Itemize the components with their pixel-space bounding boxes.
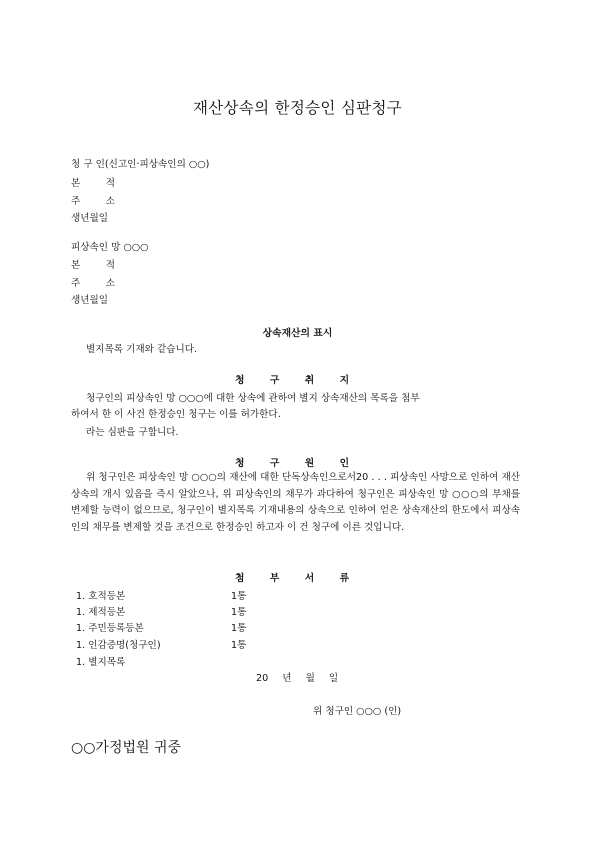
attachment-item-name: 1. 제적등본 (76, 607, 126, 618)
purpose-line-2: 하여서 한 이 사건 한정승인 청구는 이를 허가한다. (71, 409, 281, 420)
decedent-label: 피상속인 망 ○○○ (71, 242, 149, 253)
attachment-item-count: 1통 (231, 623, 247, 634)
property-text: 별지목록 기재와 같습니다. (86, 344, 198, 355)
claimant-label: 청 구 인(신고인·피상속인의 ○○) (71, 159, 210, 170)
date-line: 20 년 월 일 (256, 673, 339, 684)
purpose-heading: 청 구 취 지 (234, 375, 361, 386)
signature-line: 위 청구인 ○○○ (인) (313, 706, 402, 717)
attachment-item-name: 1. 주민등록등본 (76, 623, 144, 634)
cause-heading: 청 구 원 인 (234, 458, 361, 469)
claimant-address-label: 주 소 (71, 196, 115, 207)
document-title: 재산상속의 한정승인 심판청구 (192, 99, 402, 117)
decedent-birthdate-label: 생년월일 (71, 295, 109, 306)
decedent-domicile-label: 본 적 (71, 260, 115, 271)
claimant-domicile-label: 본 적 (71, 178, 115, 189)
attachment-item-count: 1통 (231, 607, 247, 618)
purpose-line-1: 청구인의 피상속인 망 ○○○에 대한 상속에 관하여 별지 상속재산의 목록을 첨부 (86, 393, 420, 404)
decedent-address-label: 주 소 (71, 278, 115, 289)
attachment-item-name: 1. 호적등본 (76, 591, 126, 602)
attachments-heading: 첨 부 서 류 (234, 573, 361, 584)
cause-text: 위 청구인은 피상속인 망 ○○○의 재산에 대한 단독상속인으로서20 . . . 피상속인 사망으로 인하여 재산상속의 개시 있음을 즉시 알았으나, 위 피상속인의 채무가 과다하여 청구인은 피상속인 망 ○○○의 부채를 변제할 능력이 없으므로, 청구인이 별지목록 기재내용의 상속으로 인하여 얻은 상속재산의 한도에서 피상속인의 채무를 변제할 것을 조건으로 한정승인 하고자 이 건 청구에 이른 것입니다. (71, 472, 520, 533)
property-heading: 상속재산의 표시 (262, 328, 333, 339)
attachment-item-name: 1. 인감증명(청구인) (76, 640, 161, 651)
claimant-birthdate-label: 생년월일 (71, 213, 109, 224)
attachment-item-count: 1통 (231, 591, 247, 602)
purpose-line-3: 라는 심판을 구합니다. (86, 427, 179, 438)
court-addressee: ○○가정법원 귀중 (71, 740, 182, 756)
attachment-item-count: 1통 (231, 640, 247, 651)
attachment-item-name: 1. 별지목록 (76, 657, 126, 668)
